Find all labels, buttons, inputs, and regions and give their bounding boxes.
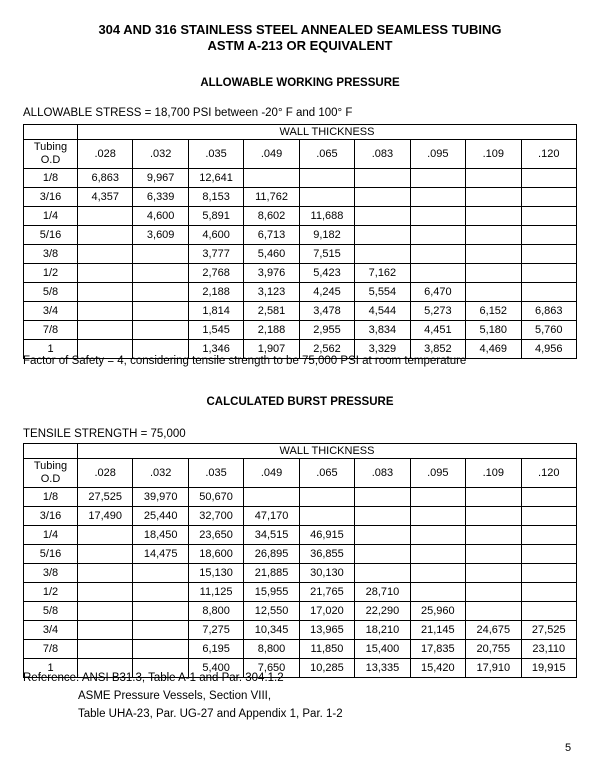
pressure-cell — [78, 283, 133, 302]
section2-subtitle: TENSILE STRENGTH = 75,000 — [23, 428, 186, 440]
pressure-cell — [78, 245, 133, 264]
pressure-cell: 1,346 — [188, 340, 243, 359]
pressure-cell: 10,285 — [299, 659, 354, 678]
pressure-cell: 8,800 — [244, 640, 299, 659]
pressure-cell: 11,125 — [188, 583, 243, 602]
pressure-cell: 2,188 — [244, 321, 299, 340]
pressure-cell: 21,765 — [299, 583, 354, 602]
pressure-cell: 18,210 — [355, 621, 410, 640]
allowable-working-pressure-table — [23, 124, 577, 359]
od-header: Tubing O.D — [24, 459, 78, 488]
pressure-cell — [78, 207, 133, 226]
pressure-cell — [78, 226, 133, 245]
pressure-cell: 19,915 — [521, 659, 577, 678]
pressure-cell — [466, 583, 521, 602]
pressure-cell — [355, 226, 410, 245]
od-cell: 5/8 — [24, 602, 78, 621]
pressure-cell: 15,420 — [410, 659, 465, 678]
reference-line2: ASME Pressure Vessels, Section VIII, — [78, 690, 272, 702]
od-cell: 3/16 — [24, 507, 78, 526]
pressure-cell — [521, 169, 577, 188]
pressure-cell — [521, 564, 577, 583]
pressure-cell — [78, 526, 133, 545]
pressure-cell: 5,400 — [188, 659, 243, 678]
table-row — [24, 621, 577, 640]
pressure-cell: 17,020 — [299, 602, 354, 621]
pressure-cell: 4,357 — [78, 188, 133, 207]
column-header: .065 — [299, 140, 354, 169]
wall-thickness-header: WALL THICKNESS — [78, 125, 577, 140]
pressure-cell — [133, 564, 188, 583]
pressure-cell: 15,400 — [355, 640, 410, 659]
pressure-cell: 46,915 — [299, 526, 354, 545]
column-header: .035 — [188, 459, 243, 488]
od-cell: 3/4 — [24, 302, 78, 321]
table-row — [24, 507, 577, 526]
od-cell: 1/4 — [24, 207, 78, 226]
pressure-cell — [133, 640, 188, 659]
pressure-cell — [299, 488, 354, 507]
pressure-cell — [299, 169, 354, 188]
column-header: .028 — [78, 459, 133, 488]
column-header: .109 — [466, 459, 521, 488]
pressure-cell: 27,525 — [521, 621, 577, 640]
pressure-cell — [521, 602, 577, 621]
pressure-cell — [466, 602, 521, 621]
section1-subtitle: ALLOWABLE STRESS = 18,700 PSI between -20° F and 100° F — [23, 107, 353, 119]
pressure-cell: 6,863 — [78, 169, 133, 188]
pressure-cell: 11,762 — [244, 188, 299, 207]
pressure-cell — [355, 207, 410, 226]
pressure-cell — [410, 264, 465, 283]
pressure-cell — [466, 507, 521, 526]
pressure-cell: 11,688 — [299, 207, 354, 226]
reference-line1: Reference: ANSI B31.3, Table A-1 and Par. 304.1.2 — [23, 672, 284, 684]
pressure-cell — [78, 564, 133, 583]
pressure-cell — [521, 488, 577, 507]
pressure-cell: 14,475 — [133, 545, 188, 564]
pressure-cell: 8,153 — [188, 188, 243, 207]
pressure-cell — [466, 564, 521, 583]
column-header: .083 — [355, 459, 410, 488]
pressure-cell: 17,490 — [78, 507, 133, 526]
pressure-cell: 6,470 — [410, 283, 465, 302]
pressure-cell — [521, 526, 577, 545]
table-row — [24, 264, 577, 283]
pressure-cell — [410, 526, 465, 545]
column-header-row — [24, 459, 577, 488]
pressure-cell — [410, 545, 465, 564]
pressure-cell — [78, 302, 133, 321]
pressure-cell: 6,863 — [521, 302, 577, 321]
pressure-cell — [355, 507, 410, 526]
column-header: .049 — [244, 459, 299, 488]
pressure-cell: 2,955 — [299, 321, 354, 340]
pressure-cell: 3,777 — [188, 245, 243, 264]
pressure-cell — [244, 488, 299, 507]
pressure-cell: 25,960 — [410, 602, 465, 621]
pressure-cell: 7,650 — [244, 659, 299, 678]
pressure-cell: 32,700 — [188, 507, 243, 526]
pressure-cell — [410, 226, 465, 245]
column-header: .083 — [355, 140, 410, 169]
pressure-cell: 4,544 — [355, 302, 410, 321]
pressure-cell: 18,600 — [188, 545, 243, 564]
pressure-cell — [78, 621, 133, 640]
pressure-cell: 34,515 — [244, 526, 299, 545]
reference-line3: Table UHA-23, Par. UG-27 and Appendix 1, Par. 1-2 — [78, 708, 343, 720]
od-cell: 1/2 — [24, 264, 78, 283]
pressure-cell: 1,907 — [244, 340, 299, 359]
column-header: .028 — [78, 140, 133, 169]
pressure-cell — [466, 488, 521, 507]
pressure-cell: 1,545 — [188, 321, 243, 340]
pressure-cell: 4,245 — [299, 283, 354, 302]
pressure-cell — [299, 507, 354, 526]
pressure-cell: 5,460 — [244, 245, 299, 264]
od-cell: 3/8 — [24, 564, 78, 583]
empty-cell — [24, 444, 78, 459]
pressure-cell — [355, 488, 410, 507]
pressure-cell: 6,195 — [188, 640, 243, 659]
pressure-cell: 15,130 — [188, 564, 243, 583]
pressure-cell: 18,450 — [133, 526, 188, 545]
pressure-cell: 6,713 — [244, 226, 299, 245]
column-header: .095 — [410, 140, 465, 169]
pressure-cell: 2,188 — [188, 283, 243, 302]
column-header: .120 — [521, 459, 577, 488]
table-header-row — [24, 444, 577, 459]
pressure-cell — [355, 526, 410, 545]
pressure-cell: 3,123 — [244, 283, 299, 302]
pressure-cell — [410, 583, 465, 602]
column-header: .032 — [133, 459, 188, 488]
pressure-cell: 26,895 — [244, 545, 299, 564]
table-row — [24, 640, 577, 659]
pressure-cell: 5,760 — [521, 321, 577, 340]
pressure-cell — [466, 188, 521, 207]
pressure-cell — [410, 564, 465, 583]
pressure-cell: 5,554 — [355, 283, 410, 302]
pressure-cell: 11,850 — [299, 640, 354, 659]
pressure-cell — [355, 545, 410, 564]
pressure-cell — [299, 188, 354, 207]
pressure-cell: 30,130 — [299, 564, 354, 583]
column-header-row — [24, 140, 577, 169]
pressure-cell — [133, 621, 188, 640]
pressure-cell: 5,180 — [466, 321, 521, 340]
pressure-cell — [133, 245, 188, 264]
section1-footnote: Factor of Safety = 4, considering tensile strength to be 75,000 PSI at room temperature — [23, 355, 467, 367]
pressure-cell: 9,182 — [299, 226, 354, 245]
pressure-cell — [521, 264, 577, 283]
pressure-cell — [466, 283, 521, 302]
pressure-cell — [133, 602, 188, 621]
pressure-cell: 24,675 — [466, 621, 521, 640]
pressure-cell: 36,855 — [299, 545, 354, 564]
table-row — [24, 583, 577, 602]
column-header: .032 — [133, 140, 188, 169]
pressure-cell: 22,290 — [355, 602, 410, 621]
pressure-cell: 7,275 — [188, 621, 243, 640]
pressure-cell: 23,650 — [188, 526, 243, 545]
pressure-cell — [133, 283, 188, 302]
pressure-cell — [466, 526, 521, 545]
pressure-cell: 20,755 — [466, 640, 521, 659]
pressure-cell: 28,710 — [355, 583, 410, 602]
pressure-cell — [78, 545, 133, 564]
pressure-cell: 39,970 — [133, 488, 188, 507]
od-header: Tubing O.D — [24, 140, 78, 169]
table-row — [24, 188, 577, 207]
table-row — [24, 545, 577, 564]
pressure-cell: 8,800 — [188, 602, 243, 621]
pressure-cell — [355, 245, 410, 264]
pressure-cell: 17,835 — [410, 640, 465, 659]
pressure-cell: 5,891 — [188, 207, 243, 226]
pressure-cell: 3,852 — [410, 340, 465, 359]
pressure-cell: 3,976 — [244, 264, 299, 283]
document-title-line2: ASTM A-213 OR EQUIVALENT — [207, 38, 393, 53]
pressure-cell — [244, 169, 299, 188]
pressure-cell — [521, 545, 577, 564]
pressure-cell: 13,335 — [355, 659, 410, 678]
pressure-cell — [521, 283, 577, 302]
od-cell: 1/8 — [24, 488, 78, 507]
od-cell: 7/8 — [24, 640, 78, 659]
od-cell: 7/8 — [24, 321, 78, 340]
table-header-row — [24, 125, 577, 140]
od-cell: 3/16 — [24, 188, 78, 207]
pressure-cell — [410, 169, 465, 188]
calculated-burst-pressure-table — [23, 443, 577, 678]
column-header: .065 — [299, 459, 354, 488]
od-cell: 1/8 — [24, 169, 78, 188]
pressure-cell — [410, 207, 465, 226]
pressure-cell — [521, 188, 577, 207]
pressure-cell: 2,562 — [299, 340, 354, 359]
pressure-cell: 3,834 — [355, 321, 410, 340]
pressure-cell: 8,602 — [244, 207, 299, 226]
pressure-cell: 12,550 — [244, 602, 299, 621]
pressure-cell: 2,581 — [244, 302, 299, 321]
column-header: .095 — [410, 459, 465, 488]
pressure-cell: 10,345 — [244, 621, 299, 640]
od-cell: 1 — [24, 659, 78, 678]
pressure-cell: 21,885 — [244, 564, 299, 583]
pressure-cell — [133, 321, 188, 340]
pressure-cell: 7,515 — [299, 245, 354, 264]
od-cell: 1/2 — [24, 583, 78, 602]
table-row — [24, 226, 577, 245]
pressure-cell — [133, 264, 188, 283]
pressure-cell: 4,956 — [521, 340, 577, 359]
pressure-cell — [466, 245, 521, 264]
pressure-cell — [521, 583, 577, 602]
pressure-cell — [133, 583, 188, 602]
od-cell: 5/8 — [24, 283, 78, 302]
pressure-cell — [78, 321, 133, 340]
pressure-cell — [466, 264, 521, 283]
table-row — [24, 602, 577, 621]
pressure-cell — [466, 226, 521, 245]
pressure-cell — [521, 245, 577, 264]
section1-heading: ALLOWABLE WORKING PRESSURE — [200, 77, 400, 89]
pressure-cell — [78, 264, 133, 283]
table-row — [24, 321, 577, 340]
section2-heading: CALCULATED BURST PRESSURE — [206, 396, 394, 408]
table-row — [24, 526, 577, 545]
pressure-cell: 12,641 — [188, 169, 243, 188]
document-title-line1: 304 AND 316 STAINLESS STEEL ANNEALED SEAMLESS TUBING — [98, 22, 502, 37]
pressure-cell: 4,469 — [466, 340, 521, 359]
pressure-cell: 4,451 — [410, 321, 465, 340]
pressure-cell: 7,162 — [355, 264, 410, 283]
column-header: .049 — [244, 140, 299, 169]
pressure-cell: 15,955 — [244, 583, 299, 602]
pressure-cell — [410, 488, 465, 507]
od-cell: 5/16 — [24, 545, 78, 564]
table-row — [24, 302, 577, 321]
pressure-cell: 5,423 — [299, 264, 354, 283]
document-title — [0, 22, 600, 54]
pressure-cell: 1,814 — [188, 302, 243, 321]
table-row — [24, 283, 577, 302]
pressure-cell — [410, 245, 465, 264]
od-cell: 1 — [24, 340, 78, 359]
pressure-cell: 17,910 — [466, 659, 521, 678]
pressure-cell — [521, 207, 577, 226]
pressure-cell: 4,600 — [133, 207, 188, 226]
od-cell: 3/8 — [24, 245, 78, 264]
od-cell: 1/4 — [24, 526, 78, 545]
pressure-cell — [78, 640, 133, 659]
pressure-cell: 25,440 — [133, 507, 188, 526]
table-row — [24, 488, 577, 507]
pressure-cell: 27,525 — [78, 488, 133, 507]
pressure-cell: 50,670 — [188, 488, 243, 507]
pressure-cell — [355, 188, 410, 207]
table-row — [24, 564, 577, 583]
table-row — [24, 169, 577, 188]
pressure-cell — [355, 169, 410, 188]
pressure-cell: 6,152 — [466, 302, 521, 321]
column-header: .120 — [521, 140, 577, 169]
pressure-cell — [78, 602, 133, 621]
od-cell: 5/16 — [24, 226, 78, 245]
table-row — [24, 207, 577, 226]
pressure-cell: 2,768 — [188, 264, 243, 283]
pressure-cell — [78, 583, 133, 602]
pressure-cell — [133, 302, 188, 321]
od-cell: 3/4 — [24, 621, 78, 640]
wall-thickness-header: WALL THICKNESS — [78, 444, 577, 459]
pressure-cell: 5,273 — [410, 302, 465, 321]
pressure-cell: 21,145 — [410, 621, 465, 640]
pressure-cell: 4,600 — [188, 226, 243, 245]
pressure-cell: 6,339 — [133, 188, 188, 207]
pressure-cell — [355, 564, 410, 583]
pressure-cell: 9,967 — [133, 169, 188, 188]
table-row — [24, 245, 577, 264]
column-header: .109 — [466, 140, 521, 169]
pressure-cell: 3,609 — [133, 226, 188, 245]
column-header: .035 — [188, 140, 243, 169]
pressure-cell — [521, 507, 577, 526]
pressure-cell — [466, 545, 521, 564]
pressure-cell: 13,965 — [299, 621, 354, 640]
empty-cell — [24, 125, 78, 140]
pressure-cell: 3,329 — [355, 340, 410, 359]
pressure-cell: 23,110 — [521, 640, 577, 659]
pressure-cell: 47,170 — [244, 507, 299, 526]
pressure-cell: 3,478 — [299, 302, 354, 321]
pressure-cell — [410, 188, 465, 207]
pressure-cell — [521, 226, 577, 245]
pressure-cell — [410, 507, 465, 526]
pressure-cell — [466, 207, 521, 226]
page-number: 5 — [565, 742, 572, 754]
pressure-cell — [466, 169, 521, 188]
